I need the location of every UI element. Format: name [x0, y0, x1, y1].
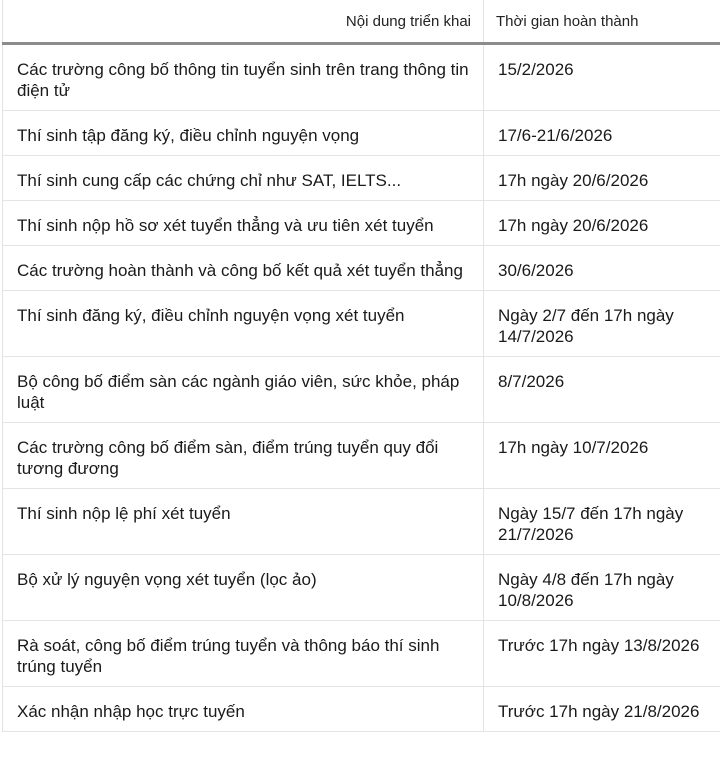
admission-schedule-table: [2, 0, 720, 732]
time-cell: 17/6-21/6/2026: [484, 111, 720, 156]
task-cell: Các trường công bố thông tin tuyển sinh trên trang thông tin điện tử: [3, 44, 484, 111]
time-cell: Ngày 15/7 đến 17h ngày 21/7/2026: [484, 489, 720, 555]
time-cell: 17h ngày 20/6/2026: [484, 156, 720, 201]
task-cell: Các trường công bố điểm sàn, điểm trúng tuyển quy đổi tương đương: [3, 423, 484, 489]
time-cell: Trước 17h ngày 21/8/2026: [484, 687, 720, 732]
table-row: [3, 687, 720, 732]
task-cell: Bộ xử lý nguyện vọng xét tuyển (lọc ảo): [3, 555, 484, 621]
time-cell: 30/6/2026: [484, 246, 720, 291]
task-cell: Rà soát, công bố điểm trúng tuyển và thông báo thí sinh trúng tuyển: [3, 621, 484, 687]
table-row: [3, 555, 720, 621]
table-row: [3, 246, 720, 291]
task-cell: Các trường hoàn thành và công bố kết quả xét tuyển thẳng: [3, 246, 484, 291]
table-row: [3, 44, 720, 111]
header-task: Nội dung triển khai: [3, 0, 484, 44]
time-cell: Ngày 2/7 đến 17h ngày 14/7/2026: [484, 291, 720, 357]
task-cell: Thí sinh đăng ký, điều chỉnh nguyện vọng xét tuyển: [3, 291, 484, 357]
table-row: [3, 111, 720, 156]
table-row: [3, 357, 720, 423]
table-row: [3, 489, 720, 555]
table-row: [3, 291, 720, 357]
time-cell: 15/2/2026: [484, 44, 720, 111]
task-cell: Bộ công bố điểm sàn các ngành giáo viên, sức khỏe, pháp luật: [3, 357, 484, 423]
table-row: [3, 201, 720, 246]
task-cell: Xác nhận nhập học trực tuyến: [3, 687, 484, 732]
task-cell: Thí sinh tập đăng ký, điều chỉnh nguyện vọng: [3, 111, 484, 156]
header-row: [3, 0, 720, 44]
time-cell: 17h ngày 10/7/2026: [484, 423, 720, 489]
time-cell: Trước 17h ngày 13/8/2026: [484, 621, 720, 687]
time-cell: Ngày 4/8 đến 17h ngày 10/8/2026: [484, 555, 720, 621]
table-row: [3, 423, 720, 489]
header-time: Thời gian hoàn thành: [484, 0, 720, 44]
task-cell: Thí sinh cung cấp các chứng chỉ như SAT, IELTS...: [3, 156, 484, 201]
table-row: [3, 156, 720, 201]
task-cell: Thí sinh nộp hồ sơ xét tuyển thẳng và ưu tiên xét tuyển: [3, 201, 484, 246]
table-row: [3, 621, 720, 687]
time-cell: 17h ngày 20/6/2026: [484, 201, 720, 246]
time-cell: 8/7/2026: [484, 357, 720, 423]
task-cell: Thí sinh nộp lệ phí xét tuyển: [3, 489, 484, 555]
